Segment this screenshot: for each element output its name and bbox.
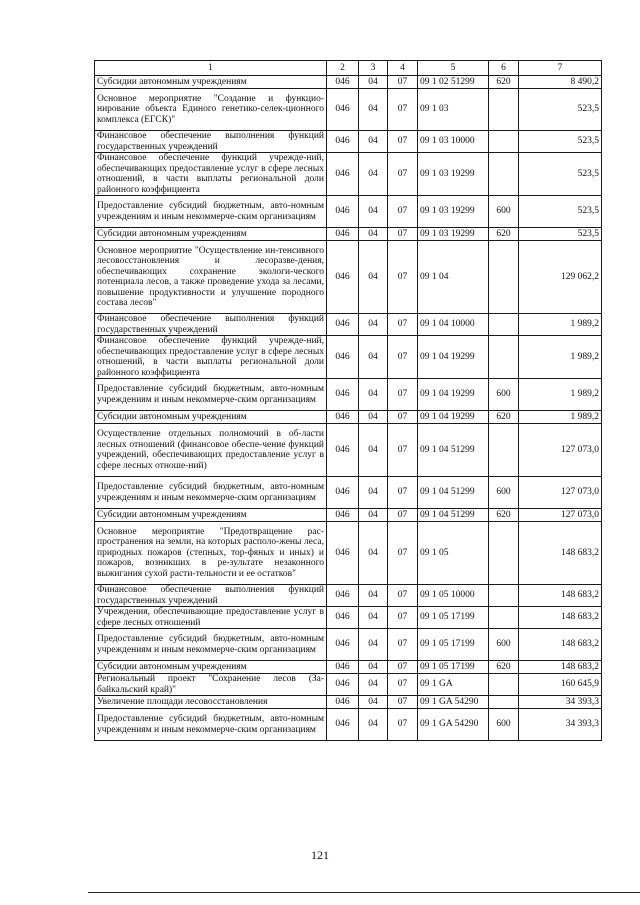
amount: 523,5 (519, 131, 602, 153)
amount: 523,5 (519, 228, 602, 241)
column-header: 3 (359, 61, 388, 76)
table-row (95, 153, 602, 196)
table-row (95, 629, 602, 661)
section-code: 04 (359, 314, 388, 336)
subsection-code: 07 (388, 336, 418, 379)
row-label: Региональный проект "Сохранение лесов (За-байкальский край)" (95, 674, 327, 696)
expense-type: 600 (489, 379, 519, 411)
subsection-code: 07 (388, 709, 418, 741)
amount: 34 393,3 (519, 709, 602, 741)
grbs-code: 046 (327, 509, 359, 522)
row-label: Финансовое обеспечение функций учрежде-ний, обеспечивающих предоставление услуг в сфере лесных отношений, в части выплаты региональной доли районного коэффициента (95, 336, 327, 379)
section-code: 04 (359, 477, 388, 509)
amount: 148 683,2 (519, 522, 602, 585)
target-article: 09 1 04 51299 (418, 424, 489, 477)
expense-type (489, 424, 519, 477)
expense-type (489, 696, 519, 709)
subsection-code: 07 (388, 131, 418, 153)
row-label: Субсидии автономным учреждениям (95, 228, 327, 241)
table-row (95, 241, 602, 314)
grbs-code: 046 (327, 314, 359, 336)
amount: 523,5 (519, 196, 602, 228)
row-label: Предоставление субсидий бюджетным, авто-номным учреждениям и иным некоммерче-ским организациям (95, 629, 327, 661)
grbs-code: 046 (327, 607, 359, 629)
target-article: 09 1 04 (418, 241, 489, 314)
section-code: 04 (359, 89, 388, 131)
target-article: 09 1 05 17199 (418, 661, 489, 674)
expense-type (489, 336, 519, 379)
target-article: 09 1 04 19299 (418, 411, 489, 424)
section-code: 04 (359, 674, 388, 696)
target-article: 09 1 04 51299 (418, 509, 489, 522)
subsection-code: 07 (388, 674, 418, 696)
subsection-code: 07 (388, 196, 418, 228)
grbs-code: 046 (327, 477, 359, 509)
subsection-code: 07 (388, 629, 418, 661)
row-label: Предоставление субсидий бюджетным, авто-номным учреждениям и иным некоммерче-ским организациям (95, 477, 327, 509)
footer-divider (88, 892, 640, 893)
table-row (95, 196, 602, 228)
grbs-code: 046 (327, 629, 359, 661)
expense-type: 620 (489, 509, 519, 522)
table-row (95, 661, 602, 674)
grbs-code: 046 (327, 379, 359, 411)
section-code: 04 (359, 228, 388, 241)
subsection-code: 07 (388, 314, 418, 336)
subsection-code: 07 (388, 379, 418, 411)
expense-type: 620 (489, 228, 519, 241)
row-label: Предоставление субсидий бюджетным, авто-номным учреждениям и иным некоммерче-ским организациям (95, 709, 327, 741)
target-article: 09 1 05 17199 (418, 607, 489, 629)
subsection-code: 07 (388, 241, 418, 314)
table-row (95, 522, 602, 585)
target-article: 09 1 05 17199 (418, 629, 489, 661)
subsection-code: 07 (388, 585, 418, 607)
grbs-code: 046 (327, 696, 359, 709)
expense-type (489, 131, 519, 153)
row-label: Финансовое обеспечение выполнения функций государственных учреждений (95, 585, 327, 607)
table-row (95, 379, 602, 411)
row-label: Финансовое обеспечение выполнения функций государственных учреждений (95, 314, 327, 336)
grbs-code: 046 (327, 411, 359, 424)
amount: 148 683,2 (519, 629, 602, 661)
column-header: 1 (95, 61, 327, 76)
section-code: 04 (359, 629, 388, 661)
target-article: 09 1 03 19299 (418, 196, 489, 228)
amount: 148 683,2 (519, 585, 602, 607)
expense-type (489, 585, 519, 607)
expense-type (489, 241, 519, 314)
subsection-code: 07 (388, 424, 418, 477)
target-article: 09 1 03 (418, 89, 489, 131)
target-article: 09 1 04 19299 (418, 336, 489, 379)
subsection-code: 07 (388, 477, 418, 509)
grbs-code: 046 (327, 196, 359, 228)
table-row (95, 411, 602, 424)
subsection-code: 07 (388, 89, 418, 131)
amount: 523,5 (519, 89, 602, 131)
target-article: 09 1 GA 54290 (418, 709, 489, 741)
table-row (95, 89, 602, 131)
header-row (95, 61, 602, 76)
row-label: Осуществление отдельных полномочий в об-ласти лесных отношений (финансовое обеспе-чение функций учреждений, обеспечивающих предоставление услуг в сфере лесных отноше-ний) (95, 424, 327, 477)
subsection-code: 07 (388, 607, 418, 629)
row-label: Субсидии автономным учреждениям (95, 411, 327, 424)
row-label: Основное мероприятие "Предотвращение рас-пространения на земли, на которых располо-жены леса, природных пожаров (степных, тор-фяных и иных) и пожаров, возникших в ре-зультате незаконного выжигания сухой расти-тельности и ее остатков" (95, 522, 327, 585)
row-label: Финансовое обеспечение функций учрежде-ний, обеспечивающих предоставление услуг в сфере лесных отношений, в части выплаты региональной доли районного коэффициента (95, 153, 327, 196)
target-article: 09 1 03 10000 (418, 131, 489, 153)
table-row (95, 509, 602, 522)
section-code: 04 (359, 661, 388, 674)
table-row (95, 585, 602, 607)
target-article: 09 1 04 10000 (418, 314, 489, 336)
amount: 160 645,9 (519, 674, 602, 696)
target-article: 09 1 03 19299 (418, 228, 489, 241)
target-article: 09 1 04 51299 (418, 477, 489, 509)
table-row (95, 228, 602, 241)
expense-type: 600 (489, 196, 519, 228)
expense-type: 620 (489, 661, 519, 674)
subsection-code: 07 (388, 76, 418, 89)
section-code: 04 (359, 241, 388, 314)
column-header: 2 (327, 61, 359, 76)
expense-type: 600 (489, 629, 519, 661)
table-row (95, 607, 602, 629)
section-code: 04 (359, 509, 388, 522)
amount: 127 073,0 (519, 424, 602, 477)
grbs-code: 046 (327, 228, 359, 241)
section-code: 04 (359, 379, 388, 411)
target-article: 09 1 GA 54290 (418, 696, 489, 709)
row-label: Предоставление субсидий бюджетным, авто-номным учреждениям и иным некоммерче-ским организациям (95, 379, 327, 411)
section-code: 04 (359, 131, 388, 153)
amount: 1 989,2 (519, 411, 602, 424)
amount: 1 989,2 (519, 379, 602, 411)
target-article: 09 1 02 51299 (418, 76, 489, 89)
row-label: Увеличение площади лесовосстановления (95, 696, 327, 709)
expense-type (489, 314, 519, 336)
amount: 127 073,0 (519, 509, 602, 522)
target-article: 09 1 GA (418, 674, 489, 696)
column-header: 5 (418, 61, 489, 76)
amount: 148 683,2 (519, 661, 602, 674)
subsection-code: 07 (388, 228, 418, 241)
grbs-code: 046 (327, 585, 359, 607)
subsection-code: 07 (388, 696, 418, 709)
target-article: 09 1 03 19299 (418, 153, 489, 196)
amount: 148 683,2 (519, 607, 602, 629)
expense-type (489, 674, 519, 696)
expense-type (489, 607, 519, 629)
table-row (95, 709, 602, 741)
grbs-code: 046 (327, 522, 359, 585)
row-label: Предоставление субсидий бюджетным, авто-номным учреждениям и иным некоммерче-ским организациям (95, 196, 327, 228)
row-label: Основное мероприятие "Осуществление ин-тенсивного лесовосстановления и лесоразве-дения, обеспечивающих сохранение экологи-ческого потенциала лесов, а также проведение ухода за лесами, повышение продуктивности и улучшение породного состава лесов" (95, 241, 327, 314)
amount: 34 393,3 (519, 696, 602, 709)
subsection-code: 07 (388, 411, 418, 424)
row-label: Субсидии автономным учреждениям (95, 76, 327, 89)
table-row (95, 696, 602, 709)
expense-type: 600 (489, 477, 519, 509)
column-header: 7 (519, 61, 602, 76)
row-label: Основное мероприятие "Создание и функцио-нирование объекта Единого генетико-селек-ционного комплекса (ЕГСК)" (95, 89, 327, 131)
expense-type (489, 153, 519, 196)
grbs-code: 046 (327, 674, 359, 696)
row-label: Учреждения, обеспечивающие предоставление услуг в сфере лесных отношений (95, 607, 327, 629)
target-article: 09 1 04 19299 (418, 379, 489, 411)
grbs-code: 046 (327, 131, 359, 153)
section-code: 04 (359, 607, 388, 629)
section-code: 04 (359, 696, 388, 709)
row-label: Финансовое обеспечение выполнения функций государственных учреждений (95, 131, 327, 153)
section-code: 04 (359, 585, 388, 607)
amount: 523,5 (519, 153, 602, 196)
grbs-code: 046 (327, 424, 359, 477)
row-label: Субсидии автономным учреждениям (95, 509, 327, 522)
grbs-code: 046 (327, 661, 359, 674)
amount: 8 490,2 (519, 76, 602, 89)
expense-type: 620 (489, 411, 519, 424)
section-code: 04 (359, 153, 388, 196)
section-code: 04 (359, 196, 388, 228)
table-row (95, 424, 602, 477)
table-row (95, 314, 602, 336)
column-header: 6 (489, 61, 519, 76)
expense-type: 600 (489, 709, 519, 741)
subsection-code: 07 (388, 661, 418, 674)
amount: 129 062,2 (519, 241, 602, 314)
target-article: 09 1 05 (418, 522, 489, 585)
section-code: 04 (359, 336, 388, 379)
row-label: Субсидии автономным учреждениям (95, 661, 327, 674)
section-code: 04 (359, 76, 388, 89)
grbs-code: 046 (327, 709, 359, 741)
amount: 1 989,2 (519, 314, 602, 336)
subsection-code: 07 (388, 509, 418, 522)
grbs-code: 046 (327, 241, 359, 314)
section-code: 04 (359, 411, 388, 424)
expense-type (489, 89, 519, 131)
table-row (95, 336, 602, 379)
section-code: 04 (359, 424, 388, 477)
section-code: 04 (359, 709, 388, 741)
column-header: 4 (388, 61, 418, 76)
expense-type (489, 522, 519, 585)
amount: 127 073,0 (519, 477, 602, 509)
subsection-code: 07 (388, 522, 418, 585)
section-code: 04 (359, 522, 388, 585)
expense-type: 620 (489, 76, 519, 89)
grbs-code: 046 (327, 76, 359, 89)
page-number: 121 (311, 848, 329, 862)
table-row (95, 477, 602, 509)
budget-table (94, 60, 602, 741)
table-row (95, 674, 602, 696)
table-row (95, 131, 602, 153)
amount: 1 989,2 (519, 336, 602, 379)
subsection-code: 07 (388, 153, 418, 196)
grbs-code: 046 (327, 89, 359, 131)
target-article: 09 1 05 10000 (418, 585, 489, 607)
grbs-code: 046 (327, 336, 359, 379)
table-row (95, 76, 602, 89)
grbs-code: 046 (327, 153, 359, 196)
